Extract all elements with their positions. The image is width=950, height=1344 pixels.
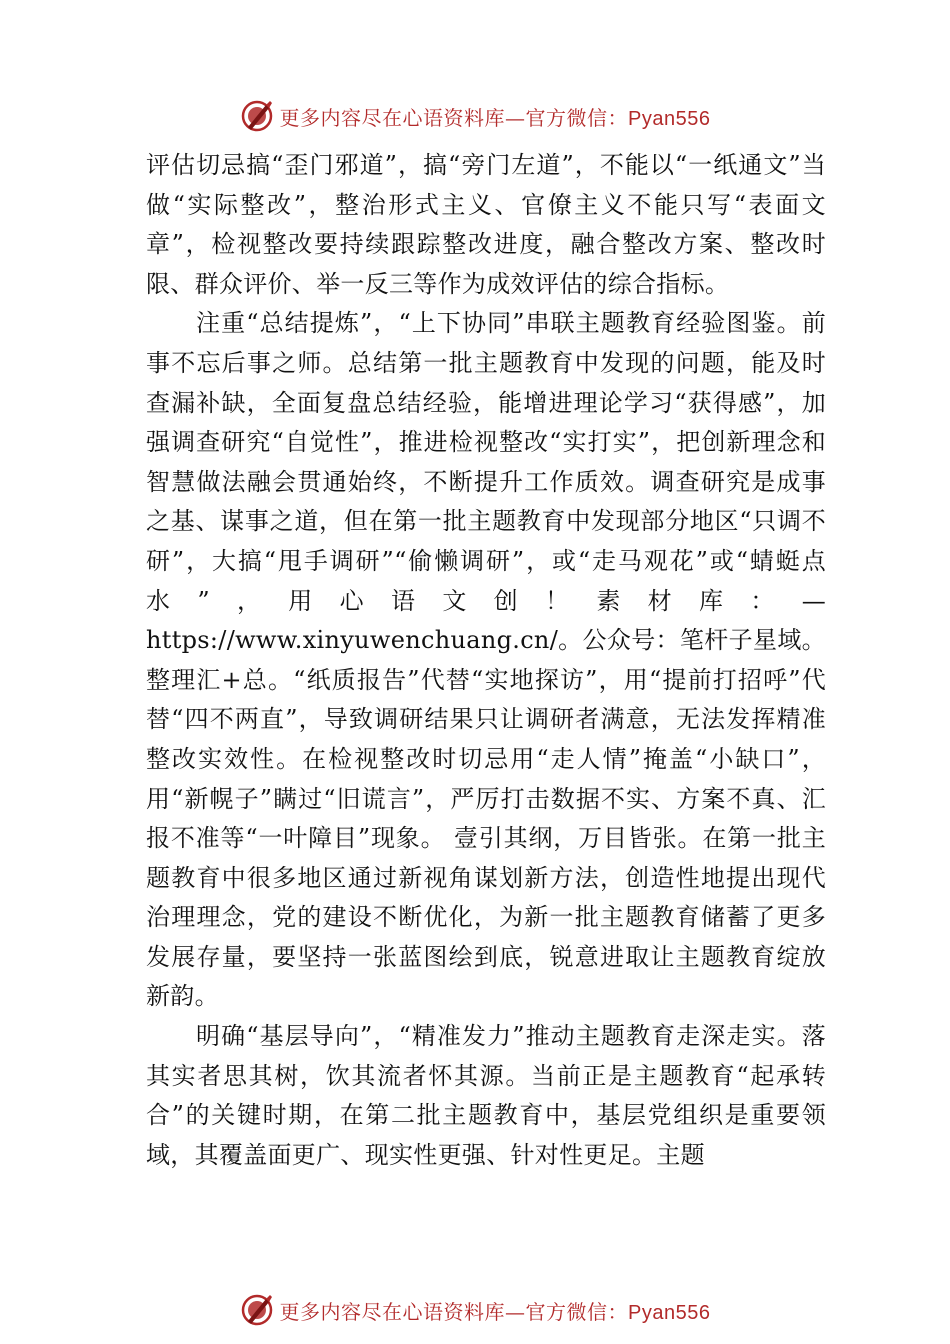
wechat-id: Pyan556 [628,107,711,130]
paragraph-3: 明确“基层导向”，“精准发力”推动主题教育走深走实。落其实者思其树，饮其流者怀其源。当前正是主题教育“起承转合”的关键时期，在第二批主题教育中，基层党组织是重要领域，其覆盖面更广、现实性更强、针对性更足。主题 [146,1022,826,1169]
paragraph-1: 评估切忌搞“歪门邪道”，搞“旁门左道”，不能以“一纸通文”当做“实际整改”，整治形式主义、官僚主义不能只写“表面文章”，检视整改要持续跟踪整改进度，融合整改方案、整改时限、群众评价、举一反三等作为成效评估的综合指标。 [146,151,826,298]
wechat-id: Pyan556 [628,1301,711,1324]
document-body [146,146,826,1175]
watermark-text: 更多内容尽在心语资料库—官方微信：Pyan556 [279,1299,711,1324]
pen-logo-icon [240,99,274,133]
paragraph-2: 注重“总结提炼”，“上下协同”串联主题教育经验图鉴。前事不忘后事之师。总结第一批主题教育中发现的问题，能及时查漏补缺，全面复盘总结经验，能增进理论学习“获得感”，加强调查研究“自觉性”，推进检视整改“实打实”，把创新理念和智慧做法融会贯通始终，不断提升工作质效。调查研究是成事之基、谋事之道，但在第一批主题教育中发现部分地区“只调不研”，大搞“甩手调研”“偷懒调研”，或“走马观花”或“蜻蜓点水”，用心语文创！素材库：—https://www.xinyuwenchuang.cn/。公众号：笔杆子星域。整理汇+总。“纸质报告”代替“实地探访”，用“提前打招呼”代替“四不两直”，导致调研结果只让调研者满意，无法发挥精准整改实效性。在检视整改时切忌用“走人情”掩盖“小缺口”，用“新幌子”瞒过“旧谎言”，严厉打击数据不实、方案不真、汇报不准等“一叶障目”现象。 壹引其纲，万目皆张。在第一批主题教育中很多地区通过新视角谋划新方法，创造性地提出现代治理理念，党的建设不断优化，为新一批主题教育储蓄了更多发展存量，要坚持一张蓝图绘到底，锐意进取让主题教育绽放新韵。 [146,309,826,1011]
pen-logo-icon [240,1293,274,1327]
footer-watermark-banner [0,1290,950,1330]
header-watermark-banner [0,96,950,136]
watermark-text: 更多内容尽在心语资料库—官方微信：Pyan556 [279,105,711,130]
